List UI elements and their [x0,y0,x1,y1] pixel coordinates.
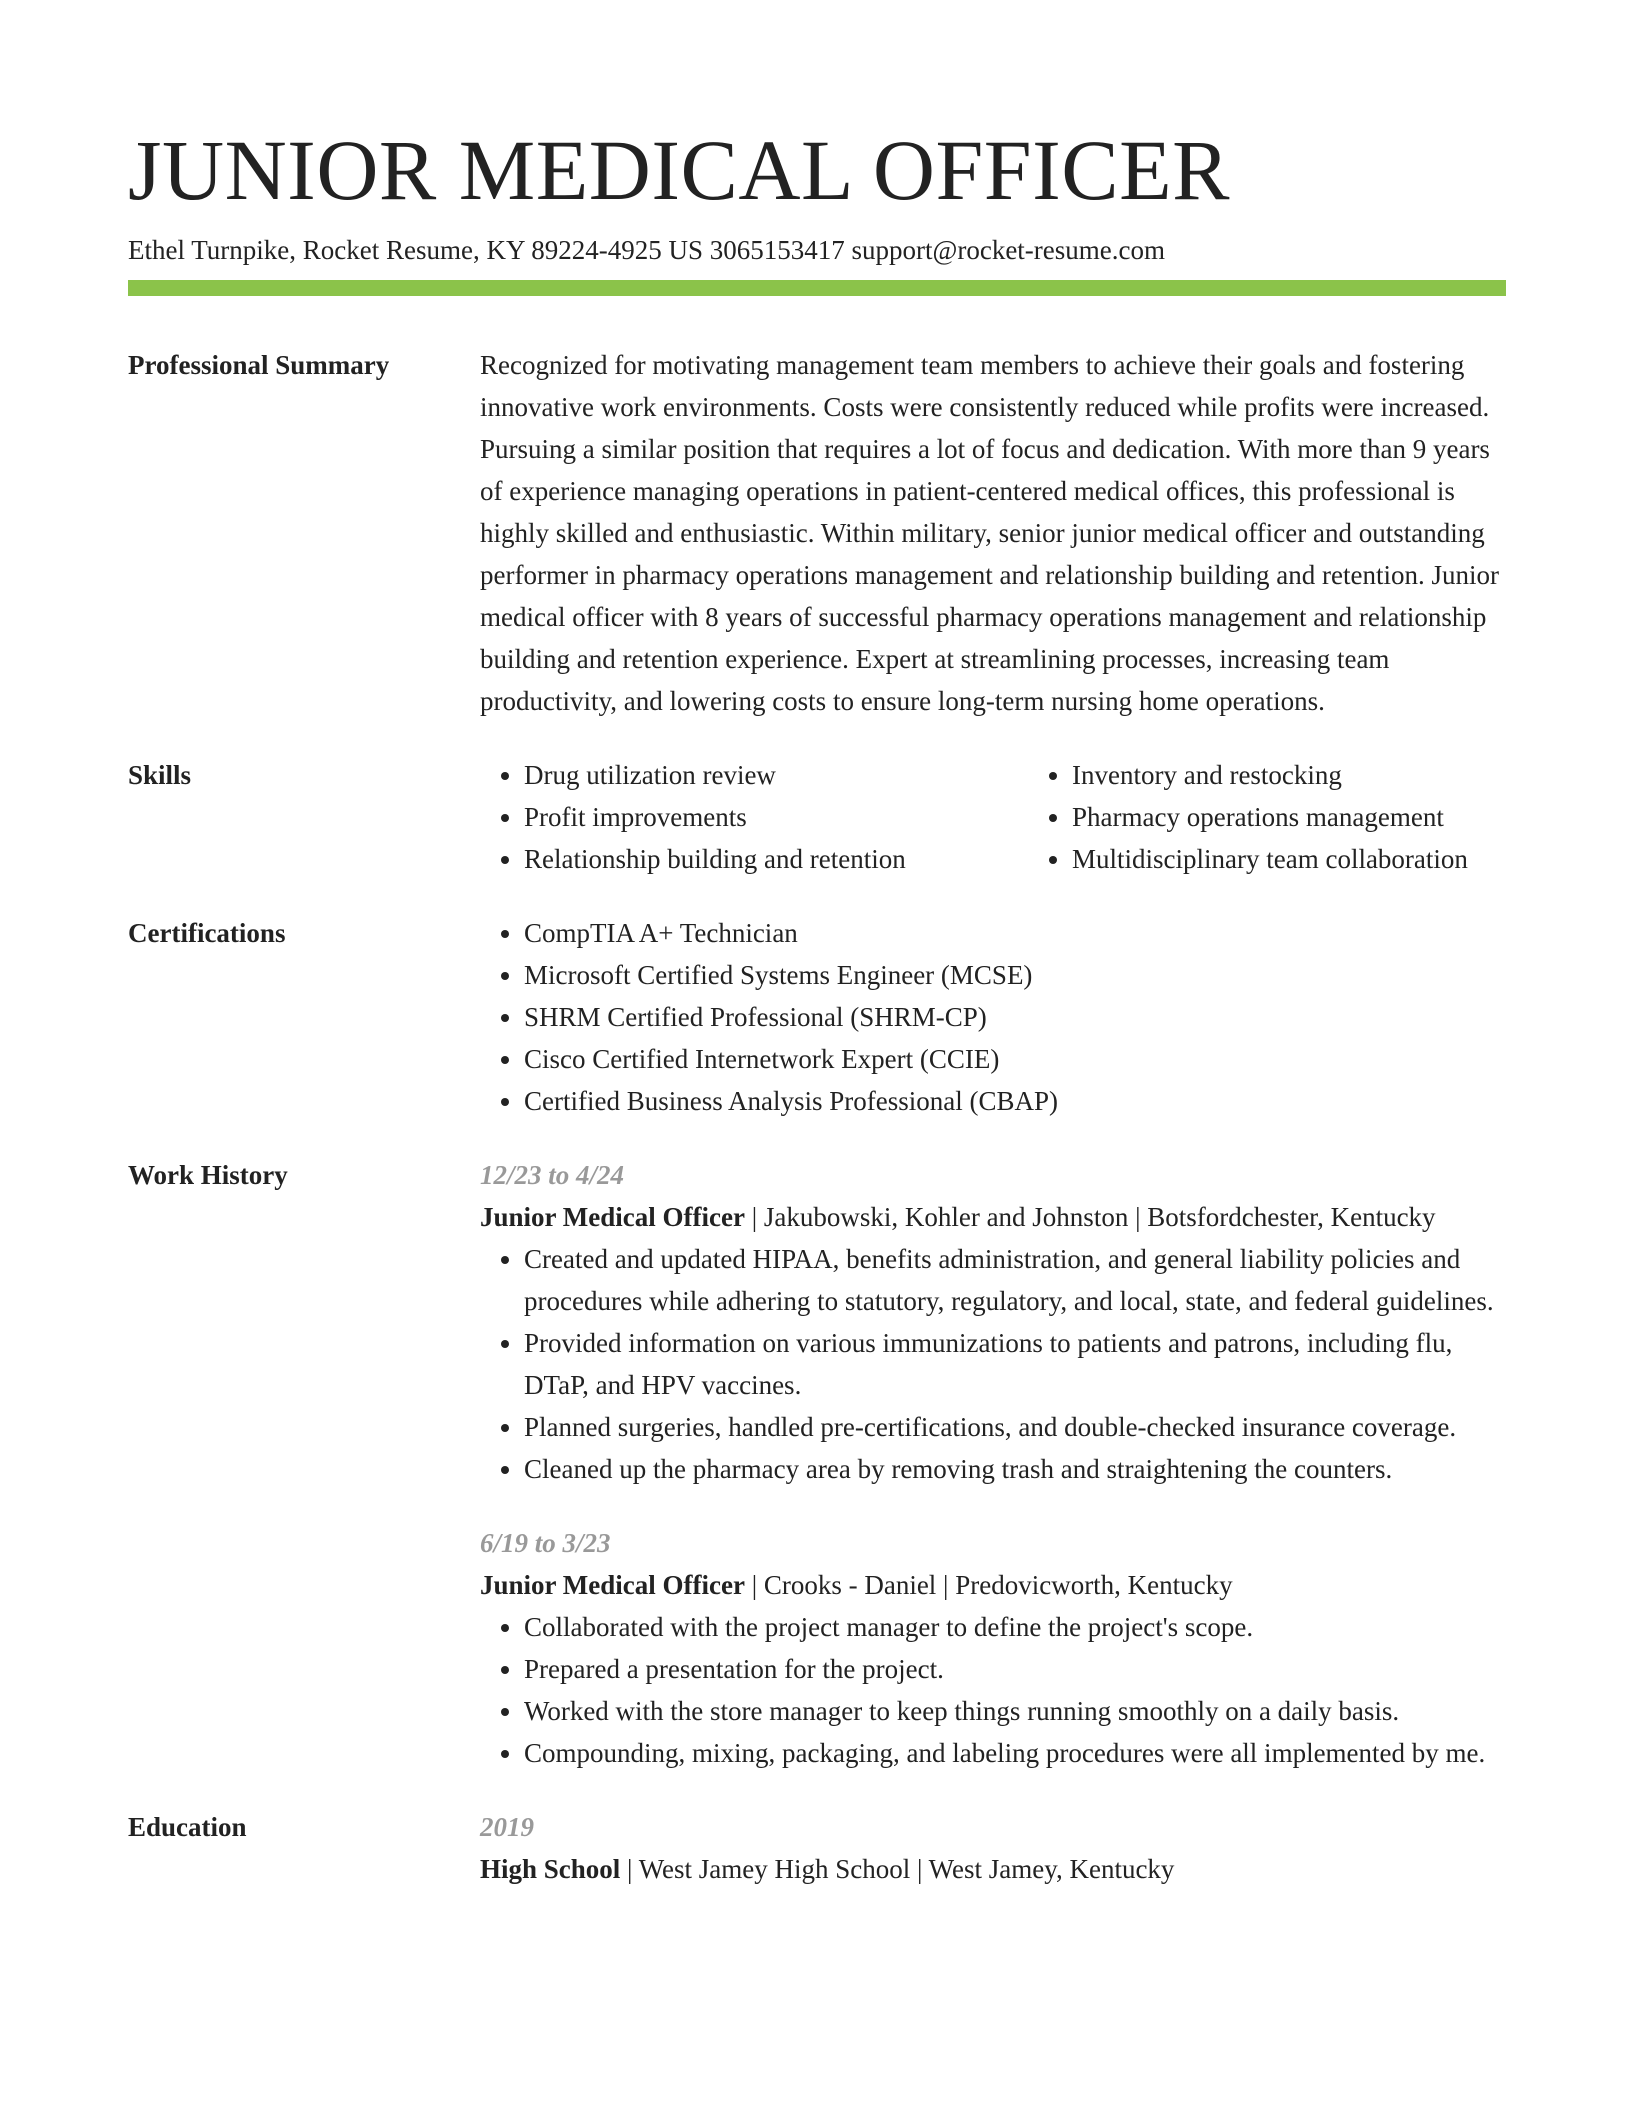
section-label: Certifications [128,918,286,948]
job-title: Junior Medical Officer [480,1570,745,1600]
job-heading [480,1564,1506,1606]
job-duty: • Cleaned up the pharmacy area by removing trash and straightening the counters. [524,1448,1506,1490]
section-label: Education [128,1812,247,1842]
contact-line: Ethel Turnpike, Rocket Resume, KY 89224-4925 US 3065153417 support@rocket-resume.com [128,235,1165,265]
certification-item: • Microsoft Certified Systems Engineer (MCSE) [524,954,1506,996]
certification-item: • CompTIA A+ Technician [524,912,1506,954]
job-employer-location: | Crooks - Daniel | Predovicworth, Kentucky [744,1570,1233,1600]
education-section [128,1806,1506,1890]
job-duty: • Worked with the store manager to keep things running smoothly on a daily basis. [524,1690,1506,1732]
job-date: 12/23 to 4/24 [480,1160,625,1190]
skills-column-2 [1028,754,1506,880]
skill-item: • Pharmacy operations management [1072,796,1506,838]
certifications-list [480,912,1506,1122]
job-date: 6/19 to 3/23 [480,1528,611,1558]
summary-section [128,344,1506,722]
skill-item: • Inventory and restocking [1072,754,1506,796]
certification-item: • Cisco Certified Internetwork Expert (CCIE) [524,1038,1506,1080]
job-duty: • Planned surgeries, handled pre-certifications, and double-checked insurance coverage. [524,1406,1506,1448]
skill-item: • Multidisciplinary team collaboration [1072,838,1506,880]
job-duty: • Compounding, mixing, packaging, and labeling procedures were all implemented by me. [524,1732,1506,1774]
job-duties-list [480,1606,1506,1774]
job-entry [480,1522,1506,1774]
summary-text: Recognized for motivating management team members to achieve their goals and fostering innovative work environments. Costs were consistently reduced while profits were increased. Pursuing a similar position that requires a lot of focus and dedication. With more than 9 years of experience managing operations in patient-centered medical offices, this professional is highly skilled and enthusiastic. Within military, senior junior medical officer and outstanding performer in pharmacy operations management and relationship building and retention. Junior medical officer with 8 years of successful pharmacy operations management and relationship building and retention experience. Expert at streamlining processes, increasing team productivity, and lowering costs to ensure long-term nursing home operations. [480,350,1499,716]
accent-divider [128,280,1506,296]
skill-item: • Relationship building and retention [524,838,1028,880]
skill-item: • Drug utilization review [524,754,1028,796]
work-history-section [128,1154,1506,1774]
section-label: Skills [128,760,192,790]
job-duty: • Created and updated HIPAA, benefits administration, and general liability policies and procedures while adhering to statutory, regulatory, and local, state, and federal guidelines. [524,1238,1506,1322]
skills-section [128,754,1506,880]
section-label: Work History [128,1160,288,1190]
job-duties-list [480,1238,1506,1490]
skills-column-1 [480,754,1028,880]
resume-page [128,122,1506,1890]
education-degree: High School [480,1854,621,1884]
education-school-location: | West Jamey High School | West Jamey, Kentucky [620,1854,1175,1884]
job-employer-location: | Jakubowski, Kohler and Johnston | Botsfordchester, Kentucky [744,1202,1436,1232]
job-duty: • Prepared a presentation for the project. [524,1648,1506,1690]
job-duty: • Collaborated with the project manager to define the project's scope. [524,1606,1506,1648]
job-heading [480,1196,1506,1238]
certification-item: • Certified Business Analysis Professional (CBAP) [524,1080,1506,1122]
job-duty: • Provided information on various immunizations to patients and patrons, including flu, DTaP, and HPV vaccines. [524,1322,1506,1406]
job-entry [480,1154,1506,1490]
job-title: Junior Medical Officer [480,1202,745,1232]
section-label: Professional Summary [128,350,390,380]
education-heading [480,1848,1506,1890]
skill-item: • Profit improvements [524,796,1028,838]
certifications-section [128,912,1506,1122]
certification-item: • SHRM Certified Professional (SHRM-CP) [524,996,1506,1038]
education-date: 2019 [480,1812,534,1842]
resume-title: JUNIOR MEDICAL OFFICER [128,122,1230,218]
